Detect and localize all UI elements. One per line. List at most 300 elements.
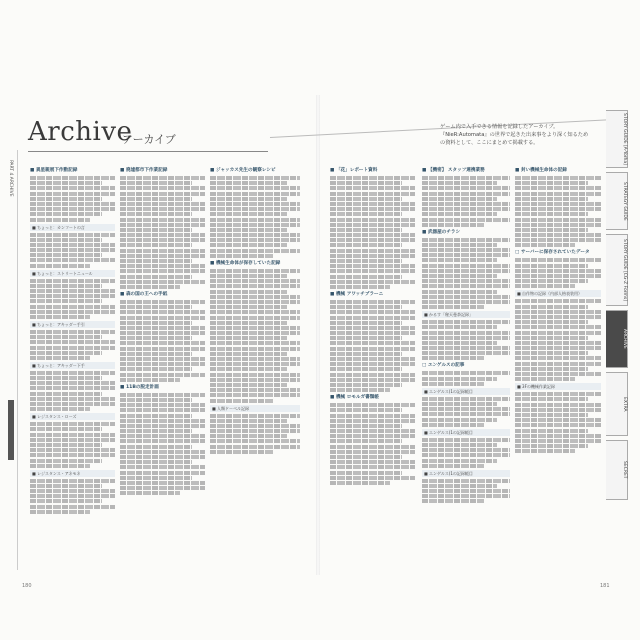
body-text-line bbox=[120, 393, 205, 397]
body-text-line bbox=[515, 434, 601, 438]
body-text-line bbox=[120, 336, 192, 340]
body-text-line bbox=[210, 336, 287, 340]
section-tab-story-guide-cg-z-forms-: STORY GUIDE [CG-Z Forms] bbox=[606, 234, 628, 306]
body-text-line bbox=[330, 264, 415, 268]
body-text-line bbox=[120, 419, 205, 423]
section-tab-story-guide-a-yorha-: STORY GUIDE [A-Yorha] bbox=[606, 110, 628, 168]
body-text-line bbox=[210, 424, 300, 428]
body-text-line bbox=[422, 371, 510, 375]
page-number-right: 181 bbox=[600, 583, 610, 589]
body-text-line bbox=[515, 315, 601, 319]
left-column-3 bbox=[210, 165, 300, 455]
body-text-line bbox=[330, 378, 415, 382]
body-text-line bbox=[210, 249, 300, 253]
body-text-line bbox=[210, 284, 300, 288]
body-text-line bbox=[30, 443, 102, 447]
subsection-heading: ■ かるす「秘天曼荼記録」 bbox=[422, 311, 510, 318]
section-heading: ■ 封い機械生命体の記録 bbox=[515, 168, 567, 173]
body-text-line bbox=[330, 259, 402, 263]
section-tabs bbox=[606, 110, 628, 570]
body-text-line bbox=[120, 249, 205, 253]
body-text-line bbox=[30, 243, 115, 247]
subsection-heading: ■ 人類ドーベル記録 bbox=[210, 405, 300, 412]
body-text-line bbox=[210, 399, 273, 403]
body-text-line bbox=[120, 254, 205, 258]
body-text-line bbox=[30, 284, 102, 288]
body-text-line bbox=[515, 397, 588, 401]
body-text-line bbox=[422, 202, 510, 206]
body-text-line bbox=[330, 316, 415, 320]
body-text-line bbox=[422, 356, 484, 360]
body-text-line bbox=[422, 279, 510, 283]
body-text-line bbox=[515, 176, 601, 180]
body-text-line bbox=[330, 460, 415, 464]
body-text-line bbox=[30, 427, 102, 431]
body-text-line bbox=[330, 326, 415, 330]
body-text-line bbox=[120, 429, 192, 433]
body-text-line bbox=[330, 285, 390, 289]
body-text-line bbox=[515, 377, 575, 381]
body-text-line bbox=[422, 459, 497, 463]
body-text-line bbox=[210, 414, 300, 418]
body-text-line bbox=[120, 491, 180, 495]
body-text-line bbox=[30, 315, 90, 319]
body-text-line bbox=[120, 305, 192, 309]
body-text-line bbox=[422, 212, 497, 216]
body-text-line bbox=[422, 325, 497, 329]
body-text-line bbox=[330, 465, 415, 469]
body-text-line bbox=[120, 316, 205, 320]
section-heading: □ サーバーに保存されていたデータ bbox=[515, 250, 590, 256]
body-text-line bbox=[120, 207, 205, 211]
body-text-line bbox=[422, 382, 484, 386]
body-text-line bbox=[210, 254, 273, 258]
body-text-line bbox=[210, 383, 287, 387]
section-tab-extra: EXTRA bbox=[606, 372, 628, 436]
body-text-line bbox=[422, 412, 510, 416]
body-text-line bbox=[515, 274, 601, 278]
body-text-line bbox=[515, 439, 601, 443]
body-text-line bbox=[120, 445, 192, 449]
body-text-line bbox=[422, 484, 497, 488]
body-text-line bbox=[210, 228, 287, 232]
body-text-line bbox=[210, 326, 300, 330]
body-text-line bbox=[120, 300, 205, 304]
body-text-line bbox=[515, 181, 588, 185]
body-text-line bbox=[120, 238, 205, 242]
body-text-line bbox=[210, 223, 300, 227]
body-text-line bbox=[515, 336, 588, 340]
body-text-line bbox=[330, 212, 402, 216]
body-text-line bbox=[330, 331, 415, 335]
body-text-line bbox=[330, 429, 415, 433]
right-column-1 bbox=[330, 165, 415, 486]
body-text-line bbox=[422, 274, 497, 278]
body-text-line bbox=[120, 228, 192, 232]
left-column-2 bbox=[120, 165, 205, 497]
body-text-line bbox=[120, 476, 192, 480]
body-text-line bbox=[120, 347, 205, 351]
section-heading: ■ 異星親展下作動記録 bbox=[30, 168, 78, 173]
body-text-line bbox=[330, 408, 402, 412]
body-text-line bbox=[120, 285, 180, 289]
body-text-line bbox=[30, 181, 102, 185]
body-text-line bbox=[515, 403, 601, 407]
body-text-line bbox=[120, 259, 192, 263]
body-text-line bbox=[30, 346, 115, 350]
body-text-line bbox=[30, 289, 115, 293]
body-text-line bbox=[120, 218, 205, 222]
section-heading: ■ 森の国の王への手紙 bbox=[120, 291, 168, 297]
body-text-line bbox=[30, 258, 115, 262]
body-text-line bbox=[330, 471, 402, 475]
body-text-line bbox=[30, 489, 115, 493]
body-text-line bbox=[330, 336, 402, 340]
body-text-line bbox=[422, 397, 510, 401]
body-text-line bbox=[210, 290, 287, 294]
body-text-line bbox=[422, 418, 497, 422]
body-text-line bbox=[210, 347, 300, 351]
subsection-heading: ■ ちょっと：アキッダー下手 bbox=[30, 362, 115, 369]
body-text-line bbox=[330, 218, 415, 222]
body-text-line bbox=[515, 423, 601, 427]
body-text-line bbox=[330, 275, 402, 279]
body-text-line bbox=[330, 305, 402, 309]
subsection-heading: ■ レジスタンス・アネモネ bbox=[30, 470, 115, 477]
body-text-line bbox=[330, 207, 415, 211]
body-text-line bbox=[422, 331, 510, 335]
section-heading: ■ 11Bの脱走計画 bbox=[120, 384, 159, 390]
header-rule bbox=[28, 151, 268, 152]
body-text-line bbox=[330, 481, 390, 485]
body-text-line bbox=[422, 453, 510, 457]
body-text-line bbox=[330, 362, 415, 366]
body-text-line bbox=[210, 269, 300, 273]
body-text-line bbox=[210, 300, 300, 304]
body-text-line bbox=[422, 290, 497, 294]
body-text-line bbox=[422, 218, 510, 222]
body-text-line bbox=[515, 269, 601, 273]
body-text-line bbox=[422, 443, 497, 447]
body-text-line bbox=[120, 439, 205, 443]
body-text-line bbox=[515, 346, 601, 350]
body-text-line bbox=[422, 448, 510, 452]
body-text-line bbox=[30, 371, 115, 375]
body-text-line bbox=[422, 253, 510, 257]
body-text-line bbox=[515, 408, 601, 412]
body-text-line bbox=[330, 434, 415, 438]
body-text-line bbox=[422, 264, 510, 268]
body-text-line bbox=[515, 243, 575, 247]
body-text-line bbox=[210, 310, 300, 314]
body-text-line bbox=[30, 212, 102, 216]
body-text-line bbox=[330, 228, 402, 232]
body-text-line bbox=[422, 305, 484, 309]
body-text-line bbox=[330, 373, 415, 377]
body-text-line bbox=[210, 341, 300, 345]
body-text-line bbox=[422, 295, 510, 299]
body-text-line bbox=[30, 453, 115, 457]
body-text-line bbox=[120, 181, 192, 185]
body-text-line bbox=[330, 383, 402, 387]
body-text-line bbox=[515, 310, 601, 314]
body-text-line bbox=[515, 279, 588, 283]
section-tab-secret: SECRET bbox=[606, 440, 628, 500]
body-text-line bbox=[210, 305, 287, 309]
body-text-line bbox=[30, 464, 90, 468]
body-text-line bbox=[330, 202, 415, 206]
body-text-line bbox=[515, 444, 588, 448]
body-text-line bbox=[210, 181, 287, 185]
section-heading: ■ 機械生命体が保存していた記録 bbox=[210, 260, 281, 266]
body-text-line bbox=[120, 280, 205, 284]
left-section-label: PART 4 ARCHIVE bbox=[8, 160, 13, 197]
body-text-line bbox=[120, 414, 192, 418]
body-text-line bbox=[515, 341, 601, 345]
body-text-line bbox=[30, 310, 115, 314]
body-text-line bbox=[30, 351, 102, 355]
body-text-line bbox=[422, 320, 510, 324]
body-text-line bbox=[515, 223, 601, 227]
section-heading: ■ 「花」レポート資料 bbox=[330, 168, 378, 173]
body-text-line bbox=[210, 202, 300, 206]
body-text-line bbox=[330, 223, 415, 227]
body-text-line bbox=[330, 445, 415, 449]
body-text-line bbox=[330, 403, 415, 407]
body-text-line bbox=[30, 233, 115, 237]
body-text-line bbox=[422, 284, 510, 288]
body-text-line bbox=[120, 331, 205, 335]
body-text-line bbox=[515, 418, 601, 422]
body-text-line bbox=[30, 279, 115, 283]
body-text-line bbox=[210, 331, 300, 335]
body-text-line bbox=[330, 439, 402, 443]
body-text-line bbox=[515, 331, 601, 335]
section-heading: ■ 機械 ロモルガ書類帳 bbox=[330, 395, 379, 401]
body-text-line bbox=[30, 376, 102, 380]
body-text-line bbox=[30, 479, 115, 483]
body-text-line bbox=[210, 186, 300, 190]
body-text-line bbox=[210, 218, 300, 222]
body-text-line bbox=[330, 455, 402, 459]
body-text-line bbox=[210, 212, 287, 216]
body-text-line bbox=[515, 372, 601, 376]
body-text-line bbox=[330, 269, 415, 273]
archive-intro: ゲーム内で入手できる情報を記録したアーカイブ。『NieR:Automata』の世界で起きた出来事をより深く知るための資料として、ここにまとめて掲載する。 bbox=[440, 124, 589, 146]
body-text-line bbox=[422, 269, 510, 273]
body-text-line bbox=[30, 505, 115, 509]
body-text-line bbox=[515, 197, 588, 201]
body-text-line bbox=[330, 233, 415, 237]
body-text-line bbox=[210, 192, 300, 196]
body-text-line bbox=[422, 402, 497, 406]
body-text-line bbox=[210, 419, 287, 423]
body-text-line bbox=[515, 325, 601, 329]
body-text-line bbox=[515, 258, 601, 262]
body-text-line bbox=[515, 367, 588, 371]
body-text-line bbox=[210, 357, 300, 361]
body-text-line bbox=[120, 233, 205, 237]
body-text-line bbox=[422, 197, 497, 201]
body-text-line bbox=[30, 422, 115, 426]
body-text-line bbox=[330, 181, 402, 185]
body-text-line bbox=[330, 310, 415, 314]
body-text-line bbox=[30, 192, 115, 196]
body-text-line bbox=[30, 218, 90, 222]
body-text-line bbox=[330, 300, 415, 304]
body-text-line bbox=[30, 176, 115, 180]
body-text-line bbox=[210, 450, 273, 454]
body-text-line bbox=[515, 392, 601, 396]
section-heading: ■ 【機密】 スタッフ連携業務 bbox=[422, 168, 485, 173]
body-text-line bbox=[422, 464, 484, 468]
body-text-line bbox=[210, 373, 300, 377]
body-text-line bbox=[210, 352, 287, 356]
body-text-line bbox=[422, 223, 484, 227]
body-text-line bbox=[120, 403, 205, 407]
body-text-line bbox=[120, 269, 205, 273]
subsection-heading: ■ エンゲルス(1の記録帳目 bbox=[422, 470, 510, 477]
body-text-line bbox=[30, 510, 90, 514]
body-text-line bbox=[120, 481, 205, 485]
body-text-line bbox=[515, 429, 588, 433]
body-text-line bbox=[330, 424, 402, 428]
body-text-line bbox=[30, 253, 102, 257]
body-text-line bbox=[30, 407, 90, 411]
body-text-line bbox=[120, 202, 205, 206]
body-text-line bbox=[120, 373, 205, 377]
body-text-line bbox=[30, 207, 115, 211]
body-text-line bbox=[30, 386, 115, 390]
subsection-heading: ■ エンゲルス(1の記録帳目 bbox=[422, 388, 510, 395]
body-text-line bbox=[422, 258, 497, 262]
section-tab-archive: ARCHIVE bbox=[606, 310, 628, 368]
body-text-line bbox=[515, 351, 588, 355]
body-text-line bbox=[120, 352, 192, 356]
body-text-line bbox=[515, 212, 588, 216]
section-heading: ■ 廃墟都市下作業記録 bbox=[120, 168, 168, 173]
body-text-line bbox=[120, 310, 205, 314]
body-text-line bbox=[330, 419, 415, 423]
body-text-line bbox=[330, 321, 402, 325]
subsection-heading: ■ 3Fの機械作業記録 bbox=[515, 383, 601, 390]
body-text-line bbox=[422, 346, 510, 350]
body-text-line bbox=[120, 471, 205, 475]
body-text-line bbox=[515, 449, 575, 453]
body-text-line bbox=[30, 330, 115, 334]
subsection-heading: ■ レジスタンス・ローズ bbox=[30, 413, 115, 420]
body-text-line bbox=[120, 243, 192, 247]
archive-title-jp: アーカイブ bbox=[122, 133, 176, 146]
body-text-line bbox=[515, 299, 601, 303]
body-text-line bbox=[30, 448, 115, 452]
body-text-line bbox=[210, 434, 287, 438]
body-text-line bbox=[330, 254, 415, 258]
body-text-line bbox=[30, 186, 115, 190]
body-text-line bbox=[422, 243, 497, 247]
body-text-line bbox=[30, 438, 115, 442]
body-text-line bbox=[210, 233, 300, 237]
right-column-3 bbox=[515, 165, 601, 454]
body-text-line bbox=[210, 439, 300, 443]
body-text-line bbox=[210, 321, 287, 325]
body-text-line bbox=[120, 362, 205, 366]
body-text-line bbox=[515, 264, 588, 268]
body-text-line bbox=[120, 465, 205, 469]
body-text-line bbox=[515, 192, 601, 196]
body-text-line bbox=[330, 280, 415, 284]
body-text-line bbox=[120, 357, 205, 361]
subsection-heading: ■ エンゲルス(1の記録帳目 bbox=[422, 429, 510, 436]
body-text-line bbox=[30, 299, 102, 303]
body-text-line bbox=[210, 445, 300, 449]
subsection-heading: ■ ちょっと：アキッダー手引 bbox=[30, 321, 115, 328]
body-text-line bbox=[422, 479, 510, 483]
body-text-line bbox=[120, 398, 192, 402]
body-text-line bbox=[422, 181, 497, 185]
body-text-line bbox=[330, 176, 415, 180]
body-text-line bbox=[120, 450, 205, 454]
section-tab-strategy-guide: STRATEGY GUIDE bbox=[606, 172, 628, 230]
body-text-line bbox=[330, 186, 415, 190]
body-text-line bbox=[330, 192, 415, 196]
body-text-line bbox=[210, 378, 300, 382]
body-text-line bbox=[30, 397, 115, 401]
body-text-line bbox=[30, 238, 102, 242]
body-text-line bbox=[422, 489, 510, 493]
section-heading: ■ 機械 アワッチブラーニ bbox=[330, 291, 384, 297]
body-text-line bbox=[330, 450, 415, 454]
body-text-line bbox=[515, 202, 601, 206]
body-text-line bbox=[422, 192, 510, 196]
body-text-line bbox=[30, 248, 115, 252]
body-text-line bbox=[210, 238, 300, 242]
body-text-line bbox=[515, 305, 588, 309]
body-text-line bbox=[330, 388, 390, 392]
body-text-line bbox=[120, 455, 205, 459]
subsection-heading: ■ 自作物の記録（内部人格表装用） bbox=[515, 290, 601, 297]
body-text-line bbox=[210, 388, 300, 392]
body-text-line bbox=[30, 459, 102, 463]
body-text-line bbox=[30, 499, 102, 503]
left-column-1 bbox=[30, 165, 115, 515]
body-text-line bbox=[120, 321, 192, 325]
body-text-line bbox=[330, 197, 402, 201]
body-text-line bbox=[422, 238, 510, 242]
body-text-line bbox=[30, 433, 115, 437]
section-heading: □ エンゲルスの記事 bbox=[422, 363, 465, 369]
body-text-line bbox=[330, 238, 415, 242]
body-text-line bbox=[120, 176, 205, 180]
body-text-line bbox=[422, 438, 510, 442]
body-text-line bbox=[422, 499, 484, 503]
body-text-line bbox=[120, 197, 192, 201]
body-text-line bbox=[330, 476, 415, 480]
body-text-line bbox=[120, 223, 205, 227]
body-text-line bbox=[422, 341, 497, 345]
body-text-line bbox=[515, 238, 601, 242]
body-text-line bbox=[120, 408, 205, 412]
body-text-line bbox=[30, 305, 115, 309]
body-text-line bbox=[30, 381, 115, 385]
body-text-line bbox=[515, 320, 588, 324]
subsection-heading: ■ ちょっと：カンフートの言 bbox=[30, 224, 115, 231]
body-text-line bbox=[330, 352, 402, 356]
body-text-line bbox=[422, 186, 510, 190]
body-text-line bbox=[30, 494, 115, 498]
body-text-line bbox=[30, 335, 102, 339]
body-text-line bbox=[422, 423, 484, 427]
